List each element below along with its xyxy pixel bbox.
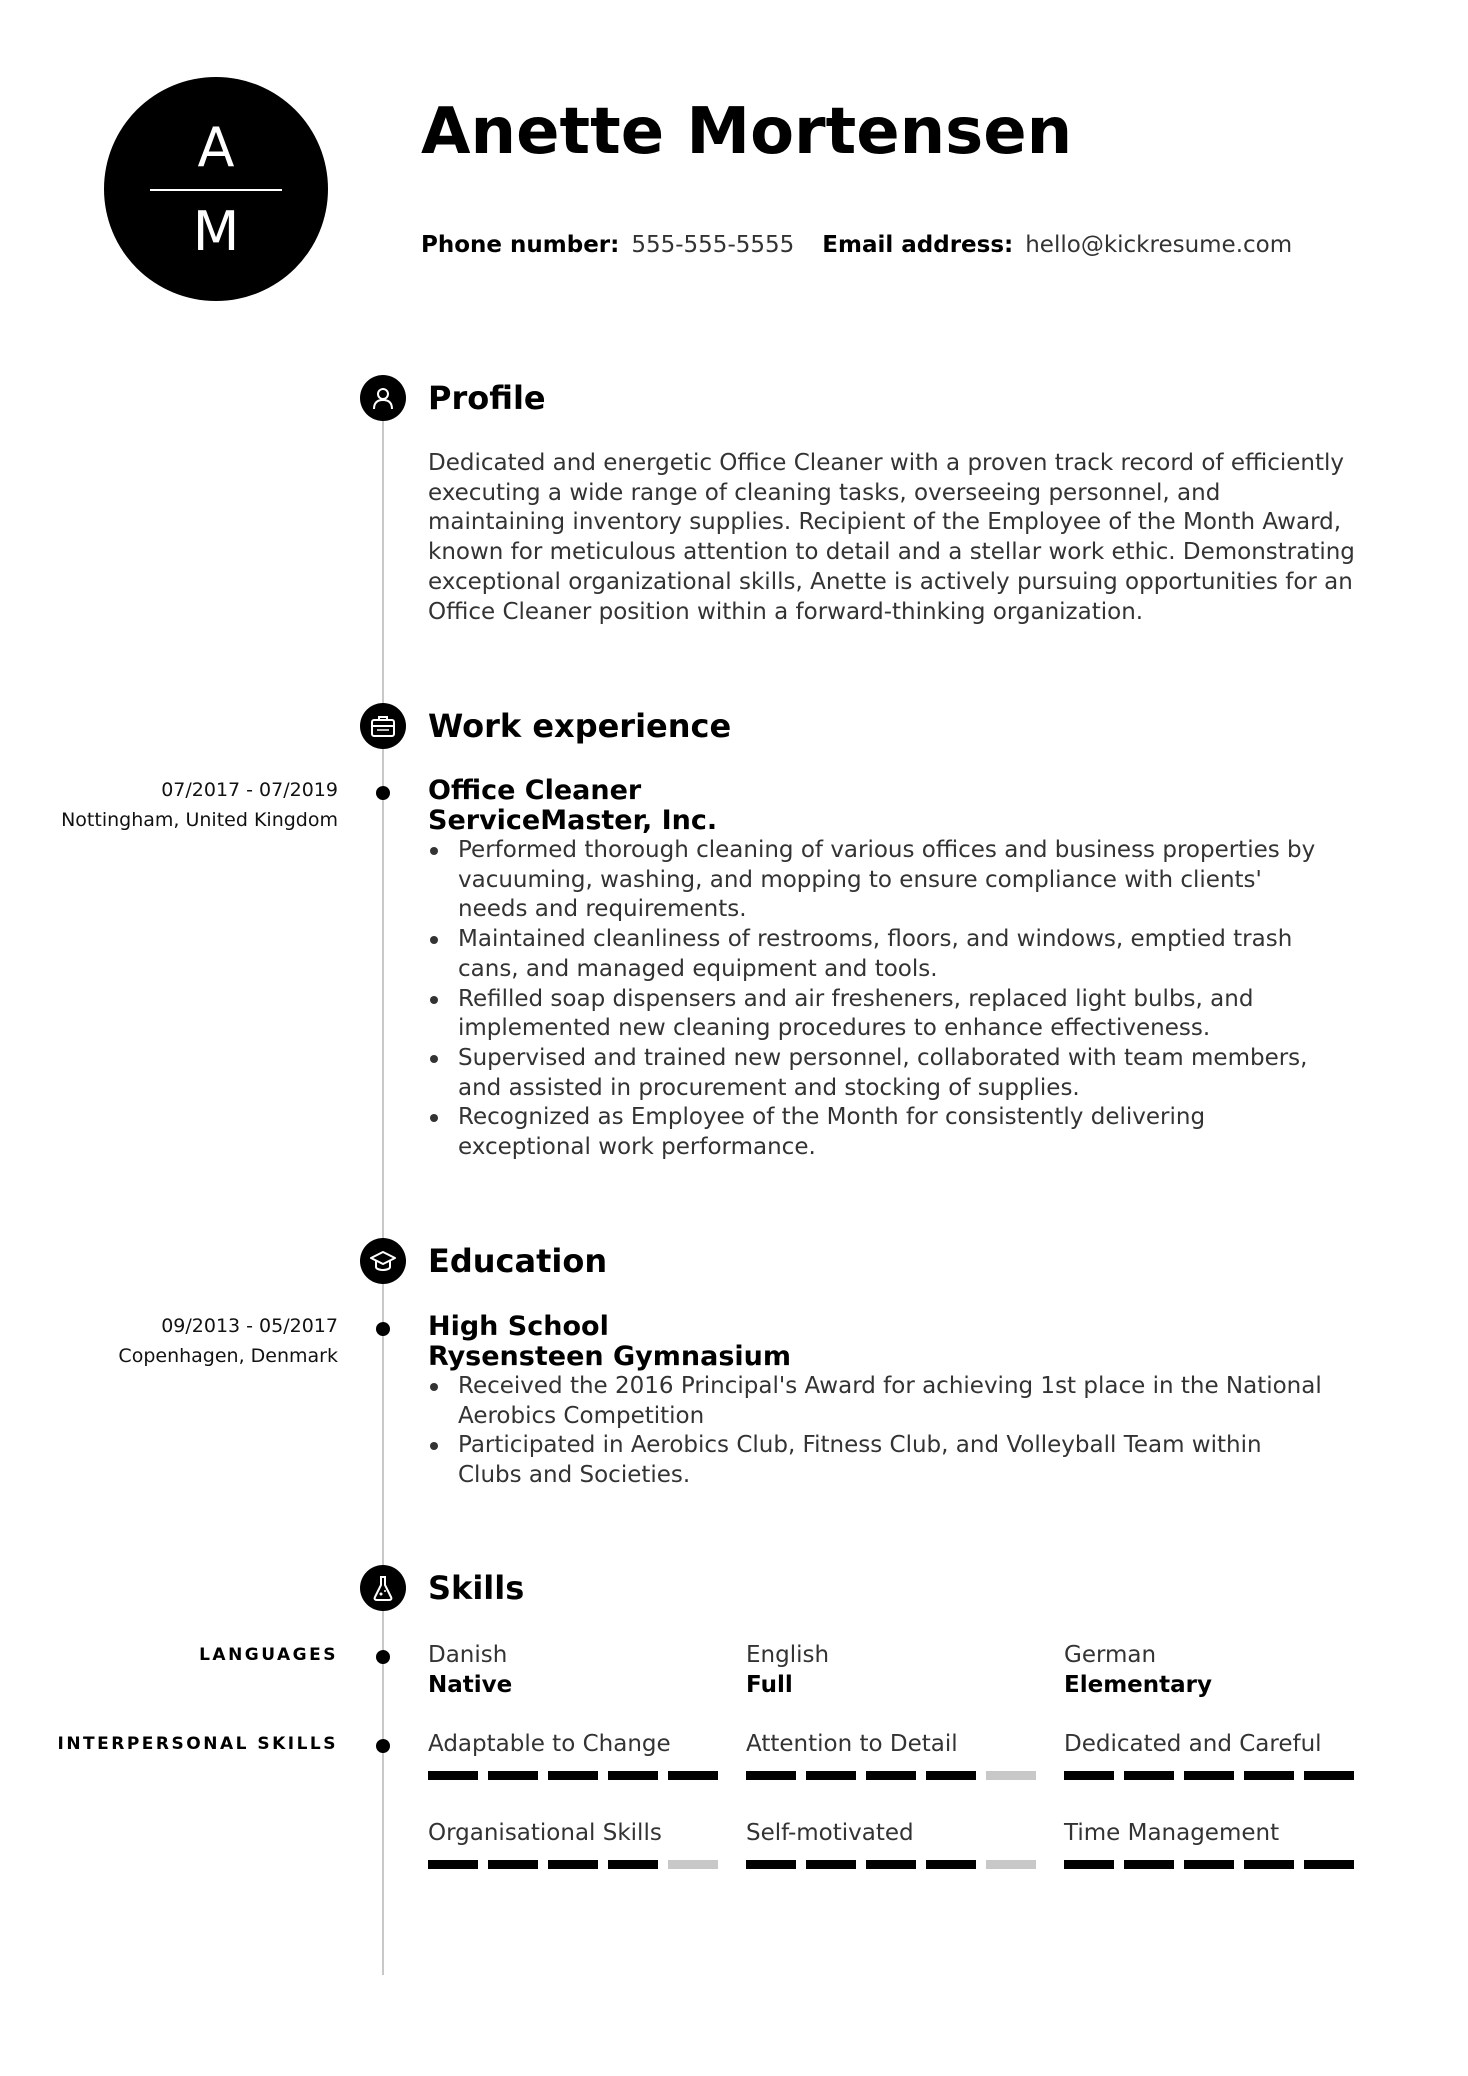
skill-rating-bar: [1064, 1860, 1364, 1869]
rating-segment-filled: [1304, 1860, 1354, 1869]
rating-segment-filled: [1184, 1771, 1234, 1780]
rating-segment-filled: [1184, 1860, 1234, 1869]
candidate-name: Anette Mortensen: [421, 95, 1073, 169]
rating-segment-filled: [488, 1860, 538, 1869]
rating-segment-filled: [1304, 1771, 1354, 1780]
graduation-cap-icon: [360, 1238, 406, 1284]
briefcase-icon: [360, 703, 406, 749]
language-level: Elementary: [1064, 1672, 1212, 1698]
skill-name: Dedicated and Careful: [1064, 1731, 1322, 1757]
language-name: German: [1064, 1642, 1157, 1668]
skill-item: [746, 1818, 1046, 1869]
phone-label: Phone number:: [421, 232, 620, 258]
rating-segment-filled: [1124, 1860, 1174, 1869]
timeline-dot: [376, 1650, 390, 1664]
skill-rating-bar: [746, 1771, 1046, 1780]
monogram-avatar: [104, 77, 328, 301]
language-level: Full: [746, 1672, 793, 1698]
list-item: Recognized as Employee of the Month for consistently delivering exceptional work performance.: [428, 1103, 1328, 1162]
language-name: English: [746, 1642, 830, 1668]
contact-line: [421, 230, 1292, 260]
job-company: ServiceMaster, Inc.: [428, 805, 718, 836]
skill-name: Organisational Skills: [428, 1820, 662, 1846]
rating-segment-filled: [806, 1860, 856, 1869]
section-title-work: Work experience: [428, 707, 732, 745]
education-meta: [18, 1311, 338, 1371]
list-item: Supervised and trained new personnel, collaborated with team members, and assisted in procurement and stocking of supplies.: [428, 1044, 1328, 1103]
rating-segment-filled: [1244, 1860, 1294, 1869]
list-item: Maintained cleanliness of restrooms, floors, and windows, emptied trash cans, and managed equipment and tools.: [428, 925, 1328, 984]
skill-name: Time Management: [1064, 1820, 1280, 1846]
section-title-profile: Profile: [428, 379, 546, 417]
languages-label: LANGUAGES: [199, 1645, 338, 1665]
rating-segment-filled: [926, 1771, 976, 1780]
section-title-education: Education: [428, 1242, 608, 1280]
monogram-divider: [150, 189, 282, 191]
rating-segment-filled: [866, 1771, 916, 1780]
skill-item: [428, 1729, 728, 1780]
interpersonal-skills-label: INTERPERSONAL SKILLS: [57, 1734, 338, 1754]
list-item: Performed thorough cleaning of various offices and business properties by vacuuming, washing, and mopping to ensure compliance with clients' needs and requirements.: [428, 836, 1328, 925]
rating-segment-filled: [548, 1860, 598, 1869]
rating-segment-empty: [986, 1771, 1036, 1780]
skill-name: Self-motivated: [746, 1820, 914, 1846]
job-meta: [18, 775, 338, 835]
skill-item: [1064, 1729, 1364, 1780]
rating-segment-filled: [668, 1771, 718, 1780]
list-item: Received the 2016 Principal's Award for achieving 1st place in the National Aerobics Competition: [428, 1372, 1328, 1431]
rating-segment-filled: [806, 1771, 856, 1780]
education-school: Rysensteen Gymnasium: [428, 1341, 792, 1372]
timeline-dot: [376, 1739, 390, 1753]
rating-segment-filled: [428, 1860, 478, 1869]
list-item: Refilled soap dispensers and air fresheners, replaced light bulbs, and implemented new cleaning procedures to enhance effectiveness.: [428, 985, 1328, 1044]
language-item: [746, 1640, 829, 1700]
skill-item: [746, 1729, 1046, 1780]
rating-segment-filled: [488, 1771, 538, 1780]
rating-segment-filled: [608, 1771, 658, 1780]
education-dates: 09/2013 - 05/2017: [161, 1315, 338, 1337]
job-bullets: [428, 836, 1328, 1163]
flask-icon: [360, 1565, 406, 1611]
job-location: Nottingham, United Kingdom: [61, 809, 338, 831]
skill-rating-bar: [1064, 1771, 1364, 1780]
education-degree: High School: [428, 1311, 609, 1342]
rating-segment-filled: [1064, 1860, 1114, 1869]
monogram-initial-first: A: [197, 116, 235, 179]
rating-segment-filled: [926, 1860, 976, 1869]
skill-item: [1064, 1818, 1364, 1869]
skill-name: Adaptable to Change: [428, 1731, 671, 1757]
timeline-dot: [376, 1322, 390, 1336]
education-location: Copenhagen, Denmark: [118, 1345, 338, 1367]
email-value: hello@kickresume.com: [1025, 232, 1293, 258]
section-title-skills: Skills: [428, 1569, 525, 1607]
rating-segment-filled: [548, 1771, 598, 1780]
monogram-initial-last: M: [192, 200, 240, 263]
rating-segment-filled: [1064, 1771, 1114, 1780]
skill-rating-bar: [428, 1771, 728, 1780]
profile-summary: Dedicated and energetic Office Cleaner with a proven track record of efficiently executing a wide range of cleaning tasks, overseeing personnel, and maintaining inventory supplies. Recipient of the Employee of the Month Award, known for meticulous attention to detail and a stellar work ethic. Demonstrating exceptional organizational skills, Anette is actively pursuing opportunities for an Office Cleaner position within a forward-thinking organization.: [428, 450, 1355, 625]
rating-segment-filled: [608, 1860, 658, 1869]
rating-segment-filled: [1244, 1771, 1294, 1780]
person-icon: [360, 375, 406, 421]
rating-segment-filled: [866, 1860, 916, 1869]
rating-segment-empty: [986, 1860, 1036, 1869]
rating-segment-filled: [1124, 1771, 1174, 1780]
job-position: Office Cleaner: [428, 775, 642, 806]
skill-item: [428, 1818, 728, 1869]
skill-rating-bar: [746, 1860, 1046, 1869]
skill-rating-bar: [428, 1860, 728, 1869]
phone-value: 555-555-5555: [631, 232, 795, 258]
language-item: [1064, 1640, 1212, 1700]
job-dates: 07/2017 - 07/2019: [161, 779, 338, 801]
language-level: Native: [428, 1672, 513, 1698]
rating-segment-filled: [746, 1860, 796, 1869]
skill-name: Attention to Detail: [746, 1731, 958, 1757]
language-item: [428, 1640, 512, 1700]
rating-segment-empty: [668, 1860, 718, 1869]
rating-segment-filled: [428, 1771, 478, 1780]
education-bullets: [428, 1372, 1328, 1491]
list-item: Participated in Aerobics Club, Fitness Club, and Volleyball Team within Clubs and Societies.: [428, 1431, 1328, 1490]
rating-segment-filled: [746, 1771, 796, 1780]
timeline-dot: [376, 786, 390, 800]
email-label: Email address:: [822, 232, 1014, 258]
language-name: Danish: [428, 1642, 508, 1668]
